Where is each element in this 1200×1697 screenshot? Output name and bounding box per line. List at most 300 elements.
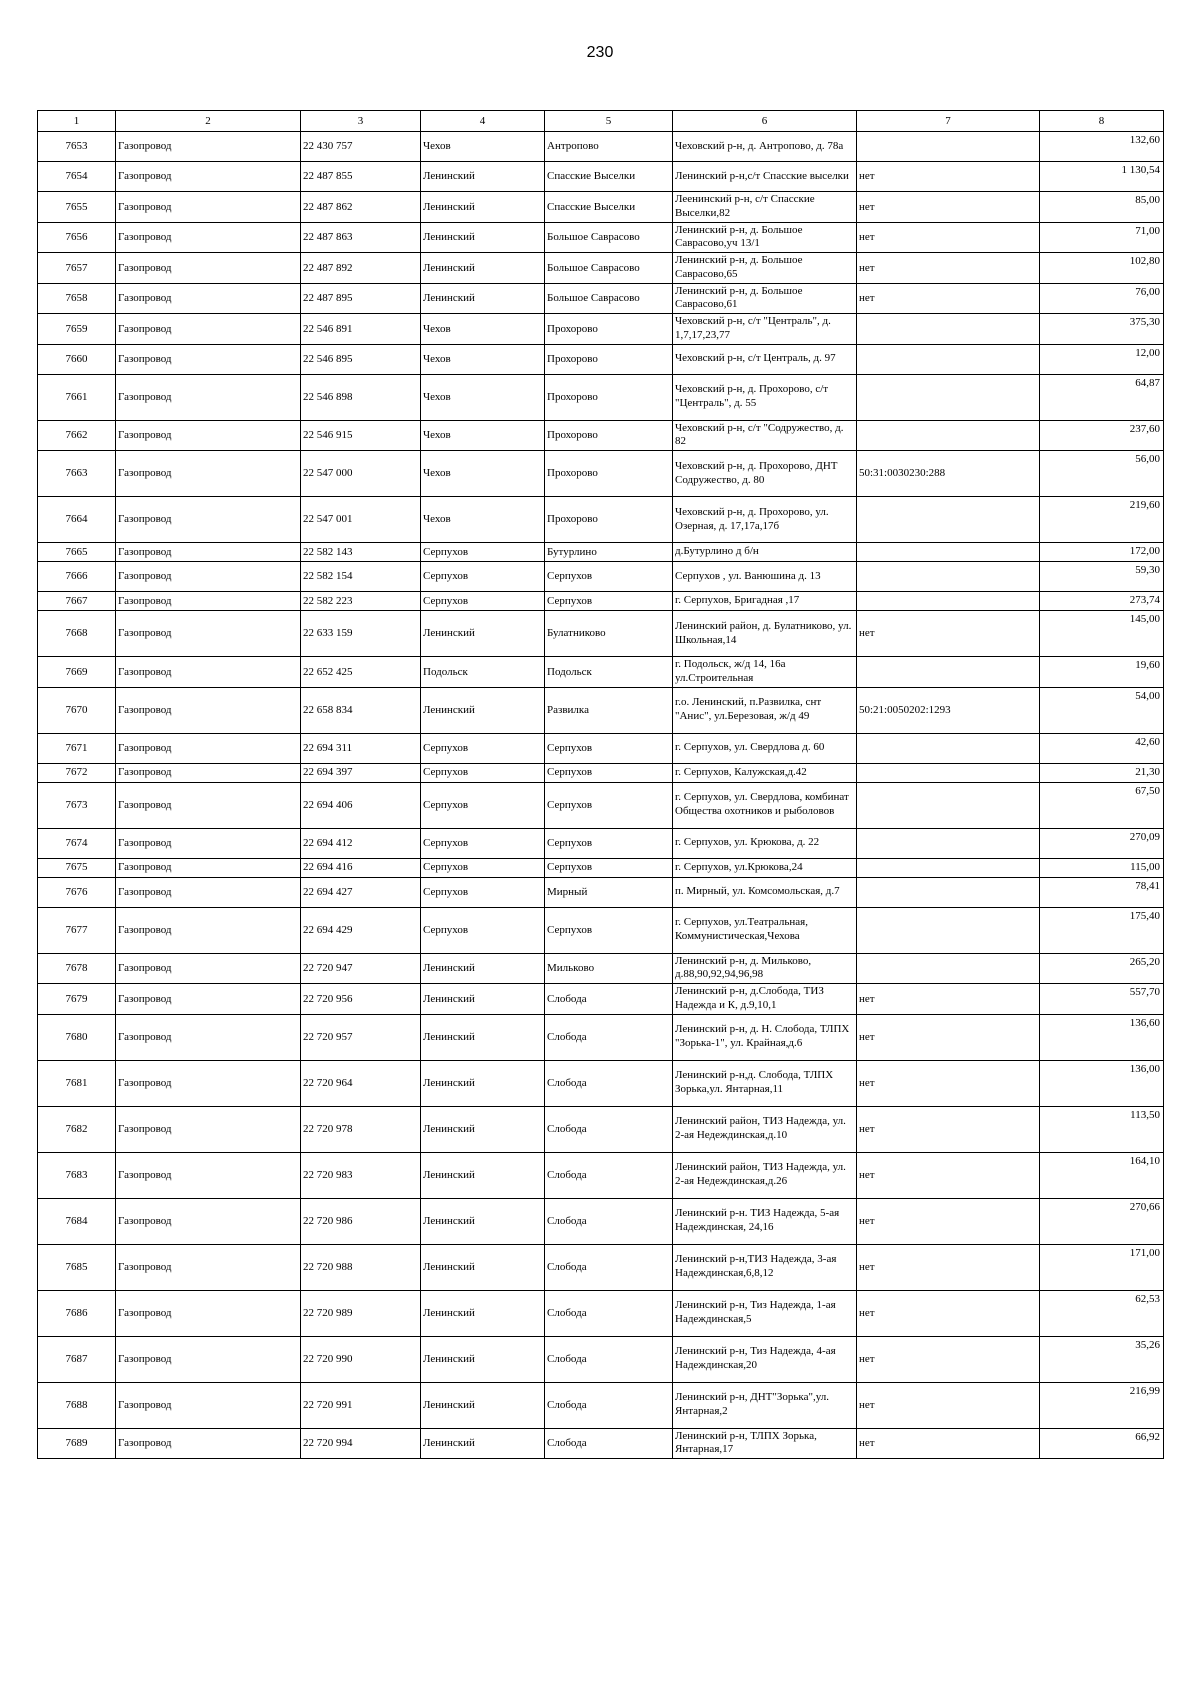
table-row bbox=[38, 222, 1164, 253]
object-type: Газопровод bbox=[116, 497, 301, 543]
table-row bbox=[38, 562, 1164, 592]
table-row bbox=[38, 451, 1164, 497]
object-type: Газопровод bbox=[116, 132, 301, 162]
inventory-number: 22 546 915 bbox=[301, 420, 421, 451]
length-value: 102,80 bbox=[1040, 253, 1164, 284]
length-value: 66,92 bbox=[1040, 1428, 1164, 1459]
district: Серпухов bbox=[421, 782, 545, 828]
district: Серпухов bbox=[421, 733, 545, 763]
locality: Прохорово bbox=[545, 451, 673, 497]
district: Чехов bbox=[421, 374, 545, 420]
address: Ленинский р-н, Тиз Надежда, 1-ая Надеждинская,5 bbox=[673, 1290, 857, 1336]
row-number: 7659 bbox=[38, 314, 116, 345]
address: Ленинский р-н,д. Слобода, ТЛПХ Зорька,ул. Янтарная,11 bbox=[673, 1060, 857, 1106]
cadastral-number bbox=[857, 314, 1040, 345]
object-type: Газопровод bbox=[116, 877, 301, 907]
district: Серпухов bbox=[421, 763, 545, 782]
inventory-number: 22 720 957 bbox=[301, 1014, 421, 1060]
cadastral-number: нет bbox=[857, 611, 1040, 657]
row-number: 7684 bbox=[38, 1198, 116, 1244]
row-number: 7667 bbox=[38, 592, 116, 611]
cadastral-number: нет bbox=[857, 1290, 1040, 1336]
cadastral-number: нет bbox=[857, 162, 1040, 192]
object-type: Газопровод bbox=[116, 763, 301, 782]
address: г. Серпухов, Калужская,д.42 bbox=[673, 763, 857, 782]
locality: Большое Саврасово bbox=[545, 253, 673, 284]
locality: Слобода bbox=[545, 984, 673, 1015]
cadastral-number: нет bbox=[857, 253, 1040, 284]
table-row bbox=[38, 907, 1164, 953]
locality: Серпухов bbox=[545, 763, 673, 782]
cadastral-number: нет bbox=[857, 984, 1040, 1015]
length-value: 270,66 bbox=[1040, 1198, 1164, 1244]
object-type: Газопровод bbox=[116, 562, 301, 592]
district: Подольск bbox=[421, 657, 545, 688]
table-row bbox=[38, 543, 1164, 562]
inventory-number: 22 694 412 bbox=[301, 828, 421, 858]
inventory-number: 22 547 001 bbox=[301, 497, 421, 543]
address: Чеховский р-н, д. Антропово, д. 78а bbox=[673, 132, 857, 162]
length-value: 273,74 bbox=[1040, 592, 1164, 611]
object-type: Газопровод bbox=[116, 1244, 301, 1290]
locality: Слобода bbox=[545, 1106, 673, 1152]
inventory-number: 22 487 895 bbox=[301, 283, 421, 314]
row-number: 7672 bbox=[38, 763, 116, 782]
header-row bbox=[38, 111, 1164, 132]
address: Ленинский р-н, ДНТ"Зорька",ул. Янтарная,2 bbox=[673, 1382, 857, 1428]
address: г. Серпухов, ул.Театральная, Коммунистическая,Чехова bbox=[673, 907, 857, 953]
length-value: 19,60 bbox=[1040, 657, 1164, 688]
table-row bbox=[38, 314, 1164, 345]
inventory-number: 22 487 863 bbox=[301, 222, 421, 253]
district: Ленинский bbox=[421, 984, 545, 1015]
district: Ленинский bbox=[421, 1060, 545, 1106]
cadastral-number bbox=[857, 907, 1040, 953]
cadastral-number: нет bbox=[857, 192, 1040, 223]
inventory-number: 22 487 855 bbox=[301, 162, 421, 192]
district: Ленинский bbox=[421, 222, 545, 253]
column-header-7: 7 bbox=[857, 111, 1040, 132]
length-value: 164,10 bbox=[1040, 1152, 1164, 1198]
cadastral-number bbox=[857, 497, 1040, 543]
district: Серпухов bbox=[421, 877, 545, 907]
column-header-1: 1 bbox=[38, 111, 116, 132]
column-header-5: 5 bbox=[545, 111, 673, 132]
district: Ленинский bbox=[421, 1152, 545, 1198]
page-number: 230 bbox=[586, 44, 614, 61]
length-value: 172,00 bbox=[1040, 543, 1164, 562]
inventory-number: 22 720 986 bbox=[301, 1198, 421, 1244]
length-value: 270,09 bbox=[1040, 828, 1164, 858]
row-number: 7654 bbox=[38, 162, 116, 192]
length-value: 62,53 bbox=[1040, 1290, 1164, 1336]
district: Серпухов bbox=[421, 592, 545, 611]
address: г. Подольск, ж/д 14, 16а ул.Строительная bbox=[673, 657, 857, 688]
district: Серпухов bbox=[421, 828, 545, 858]
length-value: 21,30 bbox=[1040, 763, 1164, 782]
inventory-number: 22 720 988 bbox=[301, 1244, 421, 1290]
address: Ленинский р-н, д. Н. Слобода, ТЛПХ "Зорька-1", ул. Крайная,д.6 bbox=[673, 1014, 857, 1060]
cadastral-number: нет bbox=[857, 1198, 1040, 1244]
object-type: Газопровод bbox=[116, 858, 301, 877]
cadastral-number: нет bbox=[857, 1106, 1040, 1152]
inventory-number: 22 633 159 bbox=[301, 611, 421, 657]
district: Ленинский bbox=[421, 953, 545, 984]
cadastral-number bbox=[857, 782, 1040, 828]
length-value: 1 130,54 bbox=[1040, 162, 1164, 192]
cadastral-number bbox=[857, 420, 1040, 451]
cadastral-number bbox=[857, 543, 1040, 562]
cadastral-number: нет bbox=[857, 1152, 1040, 1198]
row-number: 7683 bbox=[38, 1152, 116, 1198]
table-row bbox=[38, 1244, 1164, 1290]
locality: Бутурлино bbox=[545, 543, 673, 562]
column-header-4: 4 bbox=[421, 111, 545, 132]
inventory-number: 22 658 834 bbox=[301, 687, 421, 733]
locality: Большое Саврасово bbox=[545, 222, 673, 253]
address: Ленинский р-н, Тиз Надежда, 4-ая Надеждинская,20 bbox=[673, 1336, 857, 1382]
inventory-number: 22 487 892 bbox=[301, 253, 421, 284]
table-row bbox=[38, 344, 1164, 374]
address: Ленинский район, ТИЗ Надежда, ул. 2-ая Недеждинская,д.26 bbox=[673, 1152, 857, 1198]
object-type: Газопровод bbox=[116, 1382, 301, 1428]
length-value: 56,00 bbox=[1040, 451, 1164, 497]
address: Ленинский р-н, д. Большое Саврасово,уч 13/1 bbox=[673, 222, 857, 253]
inventory-number: 22 720 989 bbox=[301, 1290, 421, 1336]
row-number: 7678 bbox=[38, 953, 116, 984]
column-header-2: 2 bbox=[116, 111, 301, 132]
cadastral-number bbox=[857, 132, 1040, 162]
address: Ленинский р-н, ТЛПХ Зорька, Янтарная,17 bbox=[673, 1428, 857, 1459]
table-row bbox=[38, 858, 1164, 877]
row-number: 7679 bbox=[38, 984, 116, 1015]
cadastral-number: нет bbox=[857, 283, 1040, 314]
table-row bbox=[38, 283, 1164, 314]
length-value: 115,00 bbox=[1040, 858, 1164, 877]
district: Ленинский bbox=[421, 1336, 545, 1382]
row-number: 7687 bbox=[38, 1336, 116, 1382]
object-type: Газопровод bbox=[116, 907, 301, 953]
address: Ленинский р-н. ТИЗ Надежда, 5-ая Надеждинская, 24,16 bbox=[673, 1198, 857, 1244]
table-body bbox=[38, 132, 1164, 1459]
column-header-6: 6 bbox=[673, 111, 857, 132]
address: г. Серпухов, ул. Свердлова д. 60 bbox=[673, 733, 857, 763]
object-type: Газопровод bbox=[116, 687, 301, 733]
district: Ленинский bbox=[421, 1106, 545, 1152]
table-row bbox=[38, 162, 1164, 192]
table-row bbox=[38, 687, 1164, 733]
table-row bbox=[38, 1382, 1164, 1428]
locality: Прохорово bbox=[545, 374, 673, 420]
length-value: 42,60 bbox=[1040, 733, 1164, 763]
row-number: 7668 bbox=[38, 611, 116, 657]
row-number: 7655 bbox=[38, 192, 116, 223]
address: Чеховский р-н, с/т "Централь", д. 1,7,17,23,77 bbox=[673, 314, 857, 345]
locality: Булатниково bbox=[545, 611, 673, 657]
row-number: 7689 bbox=[38, 1428, 116, 1459]
table-row bbox=[38, 877, 1164, 907]
row-number: 7660 bbox=[38, 344, 116, 374]
district: Ленинский bbox=[421, 162, 545, 192]
locality: Серпухов bbox=[545, 828, 673, 858]
locality: Слобода bbox=[545, 1382, 673, 1428]
cadastral-number bbox=[857, 877, 1040, 907]
object-type: Газопровод bbox=[116, 162, 301, 192]
inventory-number: 22 582 223 bbox=[301, 592, 421, 611]
address: г. Серпухов, ул.Крюкова,24 bbox=[673, 858, 857, 877]
district: Чехов bbox=[421, 420, 545, 451]
table-row bbox=[38, 253, 1164, 284]
table-row bbox=[38, 1198, 1164, 1244]
length-value: 216,99 bbox=[1040, 1382, 1164, 1428]
cadastral-number: нет bbox=[857, 1382, 1040, 1428]
length-value: 136,60 bbox=[1040, 1014, 1164, 1060]
row-number: 7676 bbox=[38, 877, 116, 907]
district: Ленинский bbox=[421, 1244, 545, 1290]
length-value: 12,00 bbox=[1040, 344, 1164, 374]
table-row bbox=[38, 1428, 1164, 1459]
table-row bbox=[38, 953, 1164, 984]
object-type: Газопровод bbox=[116, 222, 301, 253]
address: Ленинский р-н, д.Слобода, ТИЗ Надежда и К, д.9,10,1 bbox=[673, 984, 857, 1015]
length-value: 557,70 bbox=[1040, 984, 1164, 1015]
table-row bbox=[38, 782, 1164, 828]
locality: Слобода bbox=[545, 1428, 673, 1459]
column-header-8: 8 bbox=[1040, 111, 1164, 132]
district: Ленинский bbox=[421, 1382, 545, 1428]
object-type: Газопровод bbox=[116, 374, 301, 420]
object-type: Газопровод bbox=[116, 314, 301, 345]
address: Ленинский район, ТИЗ Надежда, ул. 2-ая Недеждинская,д.10 bbox=[673, 1106, 857, 1152]
inventory-number: 22 652 425 bbox=[301, 657, 421, 688]
table-row bbox=[38, 733, 1164, 763]
row-number: 7688 bbox=[38, 1382, 116, 1428]
address: Ленинский район, д. Булатниково, ул. Школьная,14 bbox=[673, 611, 857, 657]
inventory-number: 22 430 757 bbox=[301, 132, 421, 162]
object-type: Газопровод bbox=[116, 344, 301, 374]
address: п. Мирный, ул. Комсомольская, д.7 bbox=[673, 877, 857, 907]
address: Ленинский р-н, д. Большое Саврасово,65 bbox=[673, 253, 857, 284]
address: г. Серпухов, ул. Крюкова, д. 22 bbox=[673, 828, 857, 858]
locality: Спасские Выселки bbox=[545, 162, 673, 192]
length-value: 64,87 bbox=[1040, 374, 1164, 420]
object-type: Газопровод bbox=[116, 1152, 301, 1198]
inventory-number: 22 720 991 bbox=[301, 1382, 421, 1428]
address: Ленинский р-н, д. Мильково, д.88,90,92,94,96,98 bbox=[673, 953, 857, 984]
inventory-number: 22 582 143 bbox=[301, 543, 421, 562]
table-header bbox=[38, 111, 1164, 132]
locality: Прохорово bbox=[545, 420, 673, 451]
cadastral-number: нет bbox=[857, 1014, 1040, 1060]
locality: Развилка bbox=[545, 687, 673, 733]
object-type: Газопровод bbox=[116, 451, 301, 497]
row-number: 7653 bbox=[38, 132, 116, 162]
row-number: 7670 bbox=[38, 687, 116, 733]
row-number: 7663 bbox=[38, 451, 116, 497]
locality: Мильково bbox=[545, 953, 673, 984]
locality: Прохорово bbox=[545, 497, 673, 543]
row-number: 7669 bbox=[38, 657, 116, 688]
length-value: 237,60 bbox=[1040, 420, 1164, 451]
row-number: 7664 bbox=[38, 497, 116, 543]
district: Чехов bbox=[421, 132, 545, 162]
address: Чеховский р-н, д. Прохорово, ул. Озерная, д. 17,17а,17б bbox=[673, 497, 857, 543]
cadastral-number bbox=[857, 657, 1040, 688]
inventory-number: 22 720 994 bbox=[301, 1428, 421, 1459]
table-row bbox=[38, 374, 1164, 420]
cadastral-number: 50:31:0030230:288 bbox=[857, 451, 1040, 497]
table-row bbox=[38, 657, 1164, 688]
cadastral-number: нет bbox=[857, 1428, 1040, 1459]
locality: Мирный bbox=[545, 877, 673, 907]
locality: Прохорово bbox=[545, 344, 673, 374]
locality: Серпухов bbox=[545, 907, 673, 953]
length-value: 175,40 bbox=[1040, 907, 1164, 953]
object-type: Газопровод bbox=[116, 733, 301, 763]
inventory-number: 22 720 956 bbox=[301, 984, 421, 1015]
address: Чеховский р-н, д. Прохорово, ДНТ Содружество, д. 80 bbox=[673, 451, 857, 497]
inventory-number: 22 694 416 bbox=[301, 858, 421, 877]
inventory-number: 22 720 947 bbox=[301, 953, 421, 984]
column-header-3: 3 bbox=[301, 111, 421, 132]
locality: Слобода bbox=[545, 1244, 673, 1290]
length-value: 171,00 bbox=[1040, 1244, 1164, 1290]
cadastral-number: нет bbox=[857, 1244, 1040, 1290]
object-type: Газопровод bbox=[116, 592, 301, 611]
length-value: 375,30 bbox=[1040, 314, 1164, 345]
table-row bbox=[38, 984, 1164, 1015]
district: Серпухов bbox=[421, 543, 545, 562]
inventory-number: 22 720 978 bbox=[301, 1106, 421, 1152]
district: Чехов bbox=[421, 314, 545, 345]
table-row bbox=[38, 132, 1164, 162]
cadastral-number bbox=[857, 828, 1040, 858]
address: г. Серпухов, ул. Свердлова, комбинат Общества охотников и рыболовов bbox=[673, 782, 857, 828]
cadastral-number: нет bbox=[857, 222, 1040, 253]
length-value: 132,60 bbox=[1040, 132, 1164, 162]
row-number: 7673 bbox=[38, 782, 116, 828]
length-value: 219,60 bbox=[1040, 497, 1164, 543]
district: Чехов bbox=[421, 451, 545, 497]
row-number: 7685 bbox=[38, 1244, 116, 1290]
object-type: Газопровод bbox=[116, 657, 301, 688]
district: Серпухов bbox=[421, 562, 545, 592]
row-number: 7661 bbox=[38, 374, 116, 420]
table-row bbox=[38, 611, 1164, 657]
row-number: 7665 bbox=[38, 543, 116, 562]
object-type: Газопровод bbox=[116, 984, 301, 1015]
table-row bbox=[38, 1106, 1164, 1152]
locality: Слобода bbox=[545, 1060, 673, 1106]
district: Ленинский bbox=[421, 1198, 545, 1244]
length-value: 136,00 bbox=[1040, 1060, 1164, 1106]
length-value: 145,00 bbox=[1040, 611, 1164, 657]
row-number: 7686 bbox=[38, 1290, 116, 1336]
table-row bbox=[38, 1336, 1164, 1382]
cadastral-number: 50:21:0050202:1293 bbox=[857, 687, 1040, 733]
inventory-number: 22 694 429 bbox=[301, 907, 421, 953]
table-row bbox=[38, 1060, 1164, 1106]
length-value: 71,00 bbox=[1040, 222, 1164, 253]
object-type: Газопровод bbox=[116, 953, 301, 984]
table-row bbox=[38, 497, 1164, 543]
object-type: Газопровод bbox=[116, 611, 301, 657]
inventory-number: 22 546 895 bbox=[301, 344, 421, 374]
locality: Слобода bbox=[545, 1336, 673, 1382]
district: Ленинский bbox=[421, 192, 545, 223]
cadastral-number bbox=[857, 953, 1040, 984]
row-number: 7658 bbox=[38, 283, 116, 314]
address: д.Бутурлино д б/н bbox=[673, 543, 857, 562]
object-type: Газопровод bbox=[116, 1014, 301, 1060]
inventory-number: 22 694 427 bbox=[301, 877, 421, 907]
district: Ленинский bbox=[421, 253, 545, 284]
district: Ленинский bbox=[421, 1290, 545, 1336]
cadastral-number: нет bbox=[857, 1336, 1040, 1382]
table-row bbox=[38, 828, 1164, 858]
inventory-number: 22 547 000 bbox=[301, 451, 421, 497]
length-value: 85,00 bbox=[1040, 192, 1164, 223]
district: Чехов bbox=[421, 497, 545, 543]
object-type: Газопровод bbox=[116, 543, 301, 562]
address: Ленинский р-н,с/т Спасские выселки bbox=[673, 162, 857, 192]
inventory-number: 22 546 891 bbox=[301, 314, 421, 345]
length-value: 76,00 bbox=[1040, 283, 1164, 314]
object-type: Газопровод bbox=[116, 828, 301, 858]
address: г.о. Ленинский, п.Развилка, снт "Анис", ул.Березовая, ж/д 49 bbox=[673, 687, 857, 733]
district: Ленинский bbox=[421, 687, 545, 733]
length-value: 35,26 bbox=[1040, 1336, 1164, 1382]
address: Чеховский р-н, с/т "Содружество, д. 82 bbox=[673, 420, 857, 451]
row-number: 7681 bbox=[38, 1060, 116, 1106]
table-row bbox=[38, 1290, 1164, 1336]
inventory-number: 22 582 154 bbox=[301, 562, 421, 592]
locality: Спасские Выселки bbox=[545, 192, 673, 223]
inventory-number: 22 694 311 bbox=[301, 733, 421, 763]
locality: Серпухов bbox=[545, 562, 673, 592]
object-type: Газопровод bbox=[116, 1428, 301, 1459]
district: Ленинский bbox=[421, 1014, 545, 1060]
object-type: Газопровод bbox=[116, 1290, 301, 1336]
inventory-number: 22 720 964 bbox=[301, 1060, 421, 1106]
inventory-number: 22 546 898 bbox=[301, 374, 421, 420]
inventory-number: 22 694 406 bbox=[301, 782, 421, 828]
table-row bbox=[38, 1014, 1164, 1060]
locality: Серпухов bbox=[545, 733, 673, 763]
table-row bbox=[38, 1152, 1164, 1198]
cadastral-number bbox=[857, 858, 1040, 877]
length-value: 113,50 bbox=[1040, 1106, 1164, 1152]
cadastral-number bbox=[857, 562, 1040, 592]
object-type: Газопровод bbox=[116, 782, 301, 828]
length-value: 78,41 bbox=[1040, 877, 1164, 907]
object-type: Газопровод bbox=[116, 1336, 301, 1382]
object-type: Газопровод bbox=[116, 192, 301, 223]
cadastral-number bbox=[857, 733, 1040, 763]
length-value: 59,30 bbox=[1040, 562, 1164, 592]
address: г. Серпухов, Бригадная ,17 bbox=[673, 592, 857, 611]
locality: Серпухов bbox=[545, 782, 673, 828]
locality: Слобода bbox=[545, 1014, 673, 1060]
length-value: 67,50 bbox=[1040, 782, 1164, 828]
row-number: 7657 bbox=[38, 253, 116, 284]
locality: Серпухов bbox=[545, 858, 673, 877]
cadastral-number: нет bbox=[857, 1060, 1040, 1106]
row-number: 7674 bbox=[38, 828, 116, 858]
locality: Прохорово bbox=[545, 314, 673, 345]
row-number: 7675 bbox=[38, 858, 116, 877]
object-type: Газопровод bbox=[116, 283, 301, 314]
